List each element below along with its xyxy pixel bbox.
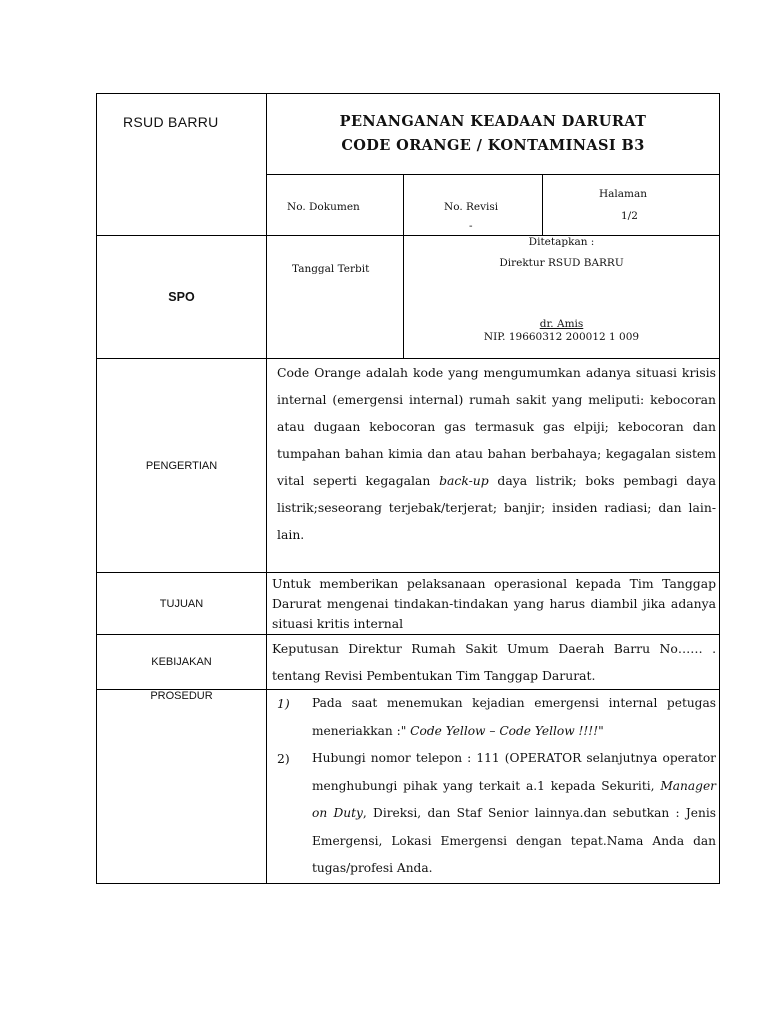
tujuan-text: Untuk memberikan pelaksanaan operasional kepada Tim Tanggap Darurat mengenai tindakan-tindakan yang harus diambil jika adanya situasi kritis internal — [267, 573, 720, 635]
revision-value: - — [469, 220, 473, 232]
pengertian-label: PENGERTIAN — [97, 359, 267, 573]
title-line-2: CODE ORANGE / KONTAMINASI B3 — [341, 137, 645, 154]
step-number: 1) — [277, 696, 290, 711]
kebijakan-text: Keputusan Direktur Rumah Sakit Umum Daerah Barru No…… . tentang Revisi Pembentukan Tim Tanggap Darurat. — [267, 635, 720, 690]
page-cell — [543, 175, 720, 236]
hospital-name: RSUD BARRU — [97, 94, 267, 236]
pengertian-text — [267, 359, 720, 573]
spo-document-table — [96, 93, 720, 884]
step-1-text: Pada saat menemukan kejadian emergensi internal petugas meneriakkan : — [312, 696, 717, 738]
step-2-italic: Manager on Duty — [312, 778, 717, 820]
issue-date-cell — [267, 236, 404, 359]
page-value: 1/2 — [621, 210, 638, 222]
tujuan-label: TUJUAN — [97, 573, 267, 635]
pengertian-text-a: Code Orange adalah kode yang mengumumkan adanya situasi krisis internal (emergensi internal) rumah sakit yang meliputi: kebocoran atau dugaan kebocoran gas termasuk gas elpiji; kebocoran dan tumpahan bahan kimia dan atau bahan berbahaya; kegagalan sistem vital seperti kegagalan — [277, 365, 717, 488]
step-1-italic: " Code Yellow – Code Yellow !!!!" — [400, 723, 604, 738]
director-title: Direktur RSUD BARRU — [499, 257, 624, 269]
document-title — [267, 94, 720, 175]
doc-number-cell — [267, 175, 404, 236]
title-line-1: PENANGANAN KEADAAN DARURAT — [339, 113, 647, 130]
signer-nip: NIP. 19660312 200012 1 009 — [483, 331, 640, 343]
pengertian-text-italic: back-up — [439, 473, 489, 488]
approval-label: Ditetapkan : — [528, 236, 595, 248]
doc-number-label: No. Dokumen — [287, 201, 360, 213]
revision-label: No. Revisi — [444, 201, 499, 213]
kebijakan-label: KEBIJAKAN — [97, 635, 267, 690]
revision-cell — [404, 175, 543, 236]
pengertian-text-b: daya listrik; boks pembagi daya listrik;seseorang terjebak/terjerat; banjir; insiden radiasi; dan lain-lain. — [277, 473, 717, 542]
issue-date-label: Tanggal Terbit — [292, 263, 370, 275]
approval-cell — [404, 236, 720, 359]
signer-name: dr. Amis — [539, 318, 584, 330]
step-2-text-a: Hubungi nomor telepon : 111 (OPERATOR selanjutnya operator menghubungi pihak yang terkait a.1 kepada Sekuriti, — [312, 751, 717, 793]
step-text — [312, 745, 716, 883]
prosedur-label: PROSEDUR — [97, 690, 267, 884]
step-text — [312, 690, 716, 745]
page-label: Halaman — [599, 188, 648, 200]
procedure-step — [277, 690, 716, 745]
procedure-step — [277, 745, 716, 883]
step-2-text-b: , Direksi, dan Staf Senior lainnya.dan sebutkan : Jenis Emergensi, Lokasi Emergensi dengan tepat.Nama Anda dan tugas/profesi Anda. — [312, 806, 717, 875]
prosedur-list — [267, 690, 720, 884]
spo-label: SPO — [97, 236, 267, 359]
step-number: 2) — [277, 751, 290, 766]
